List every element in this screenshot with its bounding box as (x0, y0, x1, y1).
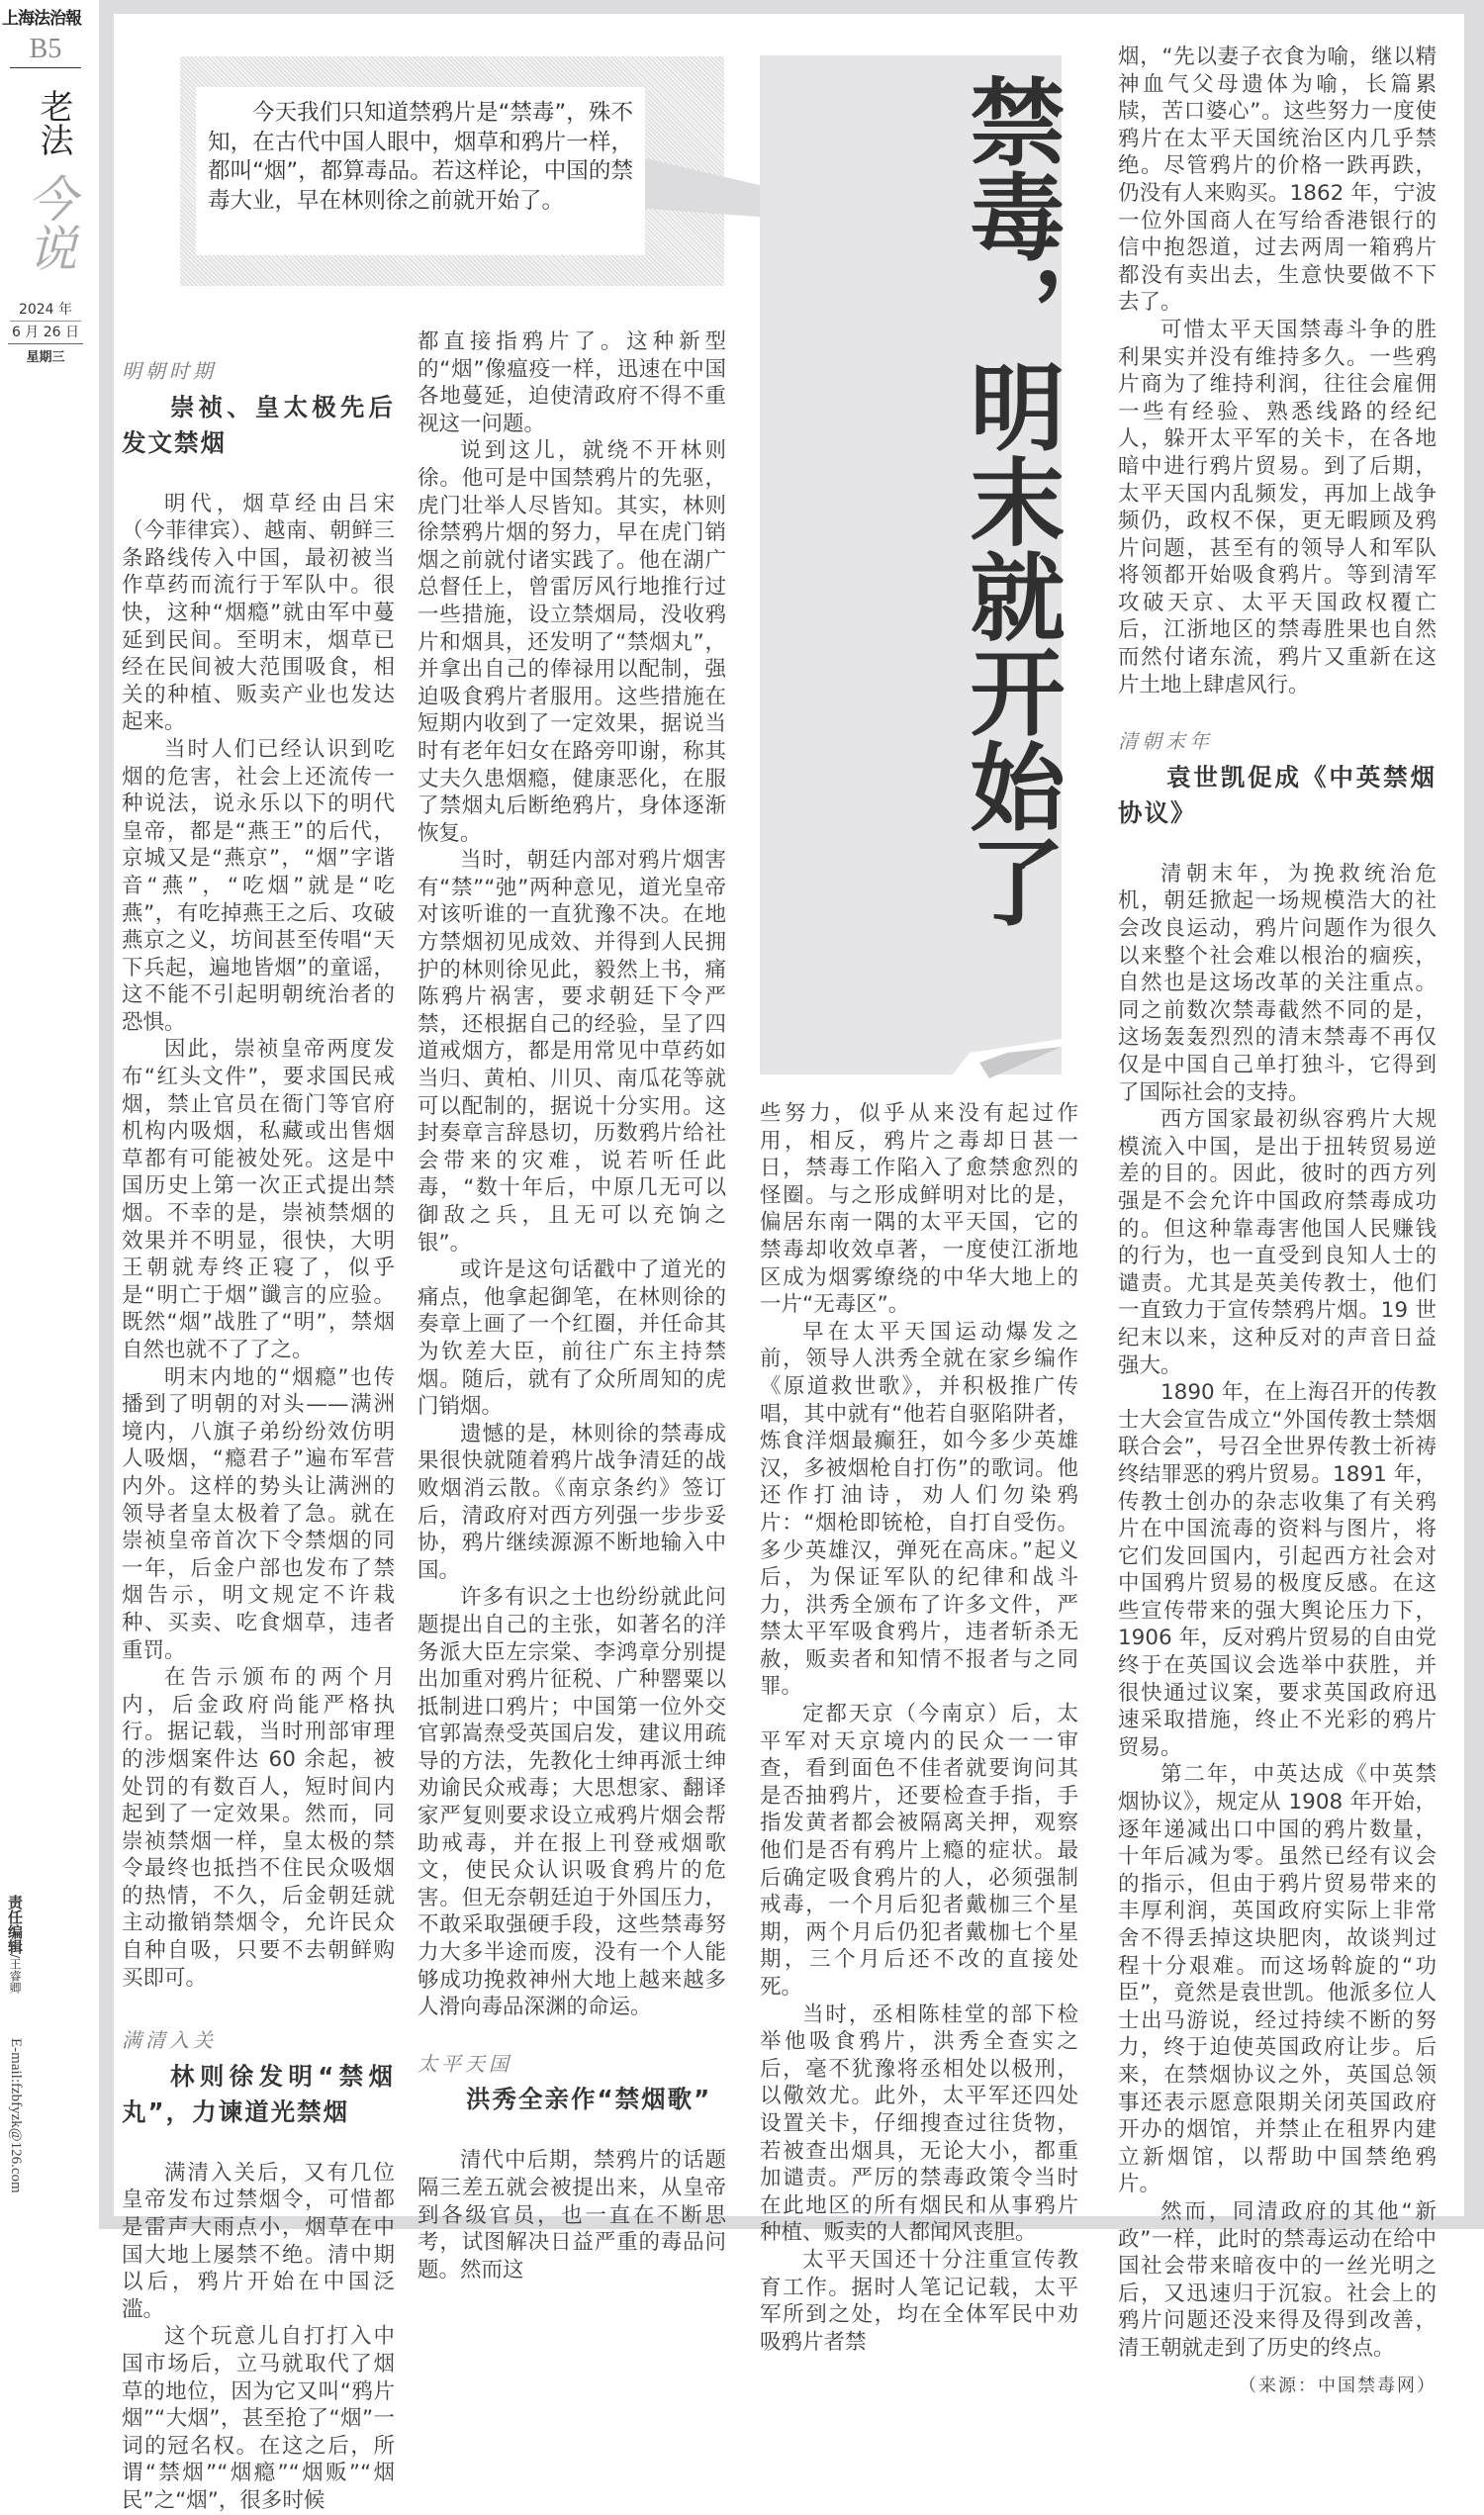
editor-label: 责任编辑 (6, 1895, 24, 1954)
column-2 (417, 328, 726, 2283)
paragraph: 烟，“先以妻子衣食为喻，继以精神血气父母遗体为喻，长篇累牍，苦口婆心”。这些努力一度使鸦片在太平天国统治区内几乎禁绝。尽管鸦片的价格一跌再跌，仍没有人来购买。1862 年，宁波一位外国商人在写给香港银行的信中抱怨道，过去两周一箱鸦片都没有卖出去，生意快要做不下去了。 (1118, 45, 1437, 316)
editor-name: /王睿卿 (8, 1954, 22, 1995)
paragraph: 或许是这句话戳中了道光的痛点，他拿起御笔，在林则徐的奏章上画了一个红圈，并任命其为钦差大臣，前往广东主持禁烟。随后，就有了众所周知的虎门销烟。 (417, 1258, 726, 1420)
paragraph: 可惜太平天国禁毒斗争的胜利果实并没有维持多久。一些鸦片商为了维持利润，往往会雇佣一些有经验、熟悉线路的经纪人，躲开太平军的关卡，在各地暗中进行鸦片贸易。到了后期，太平天国内乱频发，再加上战争频仍，政权不保，更无暇顾及鸦片问题，甚至有的领导人和军队将领都开始吸食鸦片。等到清军攻破天京、太平天国政权覆亡后，江浙地区的禁毒胜果也自然而然付诸东流，鸦片又重新在这片土地上肆虐风行。 (1118, 317, 1437, 698)
paragraph: 因此，崇祯皇帝两度发布“红头文件”，要求国民戒烟，禁止官员在衙门等官府机构内吸烟，私藏或出售烟草都有可能被处死。这是中国历史上第一次正式提出禁烟。不幸的是，崇祯禁烟的效果并不明显，很快，大明王朝就寿终正寝了，似乎是“明亡于烟”谶言的应验。既然“烟”战胜了“明”，禁烟自然也就不了了之。 (122, 1037, 395, 1362)
paragraph: 早在太平天国运动爆发之前，领导人洪秀全就在家乡编作《原道救世歌》，并积极推广传唱，其中就有“他若自驱陷阱者，炼食洋烟最癫狂，如今多少英雄汉，多被烟枪自打伤”的歌词。他还作打油诗，劝人们勿染鸦片：“烟枪即铳枪，自打自受伤。多少英雄汉，弹死在高床。”起义后，为保证军队的纪律和战斗力，洪秀全颁布了许多文件，严禁太平军吸食鸦片，违者斩杀无赦，贩卖者和知情不报者与之同罪。 (760, 1319, 1078, 1700)
paragraph: 当时，丞相陈桂堂的部下检举他吸食鸦片，洪秀全查实之后，毫不犹豫将丞相处以极刑，以儆效尤。此外，太平军还四处设置关卡，仔细搜查过往货物，若被查出烟具，无论大小，都重加谴责。严厉的禁毒政策令当时在此地区的所有烟民和从事鸦片种植、贩卖的人都闻风丧胆。 (760, 2002, 1078, 2246)
paragraph: 定都天京（今南京）后，太平军对天京境内的民众一一审查，看到面色不佳者就要询问其是否抽鸦片，还要检查手指，手指发黄者都会被隔离关押，观察他们是否有鸦片上瘾的症状。最后确定吸食鸦片的人，必须强制戒毒，一个月后犯者戴枷三个星期，两个月后仍犯者戴枷七个星期，三个月后还不改的直接处死。 (760, 1702, 1078, 2000)
page-curl-decoration (950, 1039, 1062, 1078)
column-4 (1118, 44, 1437, 2399)
paragraph: 明末内地的“烟瘾”也传播到了明朝的对头——满洲境内，八旗子弟纷纷效仿明人吸烟，“瘾君子”遍布军营内外。这样的势头让满洲的领导者皇太极着了急。就在崇祯皇帝首次下令禁烟的同一年，后金户部也发布了禁烟告示，明文规定不许栽种、买卖、吃食烟草，违者重罚。 (122, 1364, 395, 1663)
section-kicker: 明朝时期 (122, 359, 217, 383)
column-3 (760, 1100, 1078, 2356)
title-banner (760, 55, 1067, 1074)
column-title-laofa: 老法 (34, 89, 73, 156)
lead-text: 今天我们只知道禁鸦片是“禁毒”，殊不知，在古代中国人眼中，烟草和鸦片一样，都叫“烟”，都算毒品。若这样论，中国的禁毒大业，早在林则徐之前就开始了。 (208, 100, 633, 214)
paragraph: 1890 年，在上海召开的传教士大会宣告成立“外国传教士禁烟联合会”，号召全世界传教士祈祷终结罪恶的鸦片贸易。1891 年，传教士创办的杂志收集了有关鸦片在中国流毒的资料与图片，将它们发回国内，引起西方社会对中国鸦片贸易的极度反感。在这些宣传带来的强大舆论压力下，1906 年，反对鸦片贸易的自由党终于在英国议会选举中获胜，并很快通过议案，要求英国政府迅速采取措施，终止不光彩的鸦片贸易。 (1118, 1380, 1437, 1760)
page-number: B5 (10, 34, 81, 68)
paragraph: 当时，朝廷内部对鸦片烟害有“禁”“弛”两种意见，道光皇帝对该听谁的一直犹豫不决。在地方禁烟初见成效、并得到人民拥护的林则徐见此，毅然上书，痛陈鸦片祸害，要求朝廷下令严禁，还根据自己的经验，呈了四道戒烟方，都是用常见中草药如当归、黄柏、川贝、南瓜花等就可以配制的，据说十分实用。这封奏章言辞恳切，历数鸦片给社会带来的灾难，说若听任此毒，“数十年后，中原几无可以御敌之兵，且无可以充饷之银”。 (417, 848, 726, 1256)
section-kicker: 太平天国 (417, 2051, 512, 2076)
paragraph: 当时人们已经认识到吃烟的危害，社会上还流传一种说法，说永乐以下的明代皇帝，都是“燕王”的后代，京城又是“燕京”，“烟”字谐音“燕”，“吃烟”就是“吃燕”，有吃掉燕王之后、攻破燕京之义，坊间甚至传唱“天下兵起，遍地皆烟”的童谣，这不能不引起明朝统治者的恐惧。 (122, 736, 395, 1035)
paragraph: 清朝末年，为挽救统治危机，朝廷掀起一场规模浩大的社会改良运动，鸦片问题作为很久以来整个社会难以根治的痼疾，自然也是这场改革的关注重点。同之前数次禁毒截然不同的是，这场轰轰烈烈的清末禁毒不再仅仅是中国自己单打独斗，它得到了国际社会的支持。 (1118, 861, 1437, 1105)
paragraph: 满清入关后，又有几位皇帝发布过禁烟令，可惜都是雷声大雨点小，烟草在中国大地上屡禁不绝。清中期以后，鸦片开始在中国泛滥。 (122, 2160, 395, 2322)
paragraph: 太平天国还十分注重宣传教育工作。据时人笔记记载，太平军所到之处，均在全体军民中劝吸鸦片者禁 (760, 2247, 1078, 2355)
paragraph: 明代，烟草经由吕宋（今菲律宾）、越南、朝鲜三条路线传入中国，最初被当作草药而流行于军队中。很快，这种“烟瘾”就由军中蔓延到民间。至明末，烟草已经在民间被大范围吸食，相关的种植、贩卖产业也发达起来。 (122, 491, 395, 735)
editor-email: E-mail:fzbfyzk@126.com (8, 2038, 24, 2193)
paragraph: 清代中后期，禁鸦片的话题隔三差五就会被提出来，从皇帝到各级官员，也一直在不断思考，试图解决日益严重的毒品问题。然而这 (417, 2148, 726, 2282)
paragraph: 遗憾的是，林则徐的禁毒成果很快就随着鸦片战争清廷的战败烟消云散。《南京条约》签订后，清政府对西方列强一步步妥协，鸦片继续源源不断地输入中国。 (417, 1421, 726, 1583)
column-1 (122, 358, 395, 2515)
date-year: 2024 年 (10, 299, 81, 322)
paragraph: 都直接指鸦片了。这种新型的“烟”像瘟疫一样，迅速在中国各地蔓延，迫使清政府不得不重视这一问题。 (417, 329, 726, 436)
paragraph: 这个玩意儿自打打入中国市场后，立马就取代了烟草的地位，因为它又叫“鸦片烟”“大烟”，甚至抢了“烟”一词的冠名权。在这之后，所谓“禁烟”“烟瘾”“烟贩”“烟民”之“烟”，很多时候 (122, 2324, 395, 2513)
column-title-jinshuo: 今说 (20, 173, 77, 272)
paragraph: 西方国家最初纵容鸦片大规模流入中国，是出于扭转贸易逆差的目的。因此，彼时的西方列强是不会允许中国政府禁毒成功的。但这种靠毒害他国人民赚钱的行为，也一直受到良知人士的谴责。尤其是英美传教士，他们一直致力于宣传禁鸦片烟。19 世纪末以来，这种反对的声音日益强大。 (1118, 1107, 1437, 1378)
paragraph: 些努力，似乎从来没有起过作用，相反，鸦片之毒却日甚一日，禁毒工作陷入了愈禁愈烈的怪圈。与之形成鲜明对比的是，偏居东南一隅的太平天国，它的禁毒却收效卓著，一度使江浙地区成为烟雾缭绕的中华大地上的一片“无毒区”。 (760, 1101, 1078, 1318)
paragraph: 第二年，中英达成《中英禁烟协议》，规定从 1908 年开始，逐年递减出口中国的鸦片数量，十年后减为零。虽然已经有议会的指示，但由于鸦片贸易带来的丰厚利润，英国政府实际上非常舍不得丢掉这块肥肉，故谈判过程十分艰难。而这场斡旋的“功臣”，竟然是袁世凯。他派多位人士出马游说，经过持续不断的努力，终于迫使英国政府让步。后来，在禁烟协议之外，英国总领事还表示愿意限期关闭英国政府开办的烟馆，并禁止在租界内建立新烟馆，以帮助中国禁绝鸦片。 (1118, 1762, 1437, 2197)
section-kicker: 清朝末年 (1118, 729, 1213, 754)
date-day: 6 月 26 日 (8, 322, 83, 344)
paragraph: 说到这儿，就绕不开林则徐。他可是中国禁鸦片的先驱，虎门壮举人尽皆知。其实，林则徐禁鸦片烟的努力，早在虎门销烟之前就付诸实践了。他在湖广总督任上，曾雷厉风行地推行过一些措施，设立禁烟局，没收鸦片和烟具，还发明了“禁烟丸”，并拿出自己的俸禄用以配制，强迫吸食鸦片者服用。这些措施在短期内收到了一定效果，据说当时有老年妇女在路旁叩谢，称其丈夫久患烟瘾，健康恶化，在服了禁烟丸后断绝鸦片，身体逐渐恢复。 (417, 438, 726, 846)
article-title: 禁毒，明末就开始了 (955, 73, 1067, 928)
section-heading: 崇祯、皇太极先后发文禁烟 (122, 392, 395, 457)
lead-box (196, 87, 645, 255)
paragraph: 在告示颁布的两个月内，后金政府尚能严格执行。据记载，当时刑部审理的涉烟案件达 60 余起，被处罚的有数百人，短时间内起到了一定效果。然而，同崇祯禁烟一样，皇太极的禁令最终也抵挡不住民众吸烟的热情，不久，后金朝廷就主动撤销禁烟令，允许民众自种自吸，只要不去朝鲜购买即可。 (122, 1665, 395, 1991)
newspaper-masthead: 上海法治報 (2, 9, 81, 29)
article-source: （来源：中国禁毒网） (1239, 2375, 1437, 2396)
section-kicker: 满清入关 (122, 2028, 217, 2053)
editor-credit (2, 1895, 26, 1994)
paragraph: 许多有识之士也纷纷就此问题提出自己的主张，如著名的洋务派大臣左宗棠、李鸿章分别提出加重对鸦片征税、广种罂粟以抵制进口鸦片；中国第一位外交官郭嵩焘受英国启发，建议用疏导的方法，先教化士绅再派士绅劝谕民众戒毒；大思想家、翻译家严复则要求设立戒鸦片烟会帮助戒毒，并在报上刊登戒烟歌文，使民众认识吸食鸦片的危害。但无奈朝廷迫于外国压力，不敢采取强硬手段，这些禁毒努力大多半途而废，没有一个人能够成功挽救神州大地上越来越多人滑向毒品深渊的命运。 (417, 1585, 726, 2020)
section-heading: 林则徐发明“禁烟丸”，力谏道光禁烟 (122, 2061, 395, 2126)
section-heading: 袁世凯促成《中英禁烟协议》 (1118, 762, 1437, 827)
section-heading: 洪秀全亲作“禁烟歌” (466, 2085, 712, 2114)
weekday: 星期三 (26, 350, 65, 365)
paragraph: 然而，同清政府的其他“新政”一样，此时的禁毒运动在给中国社会带来暗夜中的一丝光明之后，又迅速归于沉寂。社会上的鸦片问题还没来得及得到改善，清王朝就走到了历史的终点。 (1118, 2198, 1437, 2361)
